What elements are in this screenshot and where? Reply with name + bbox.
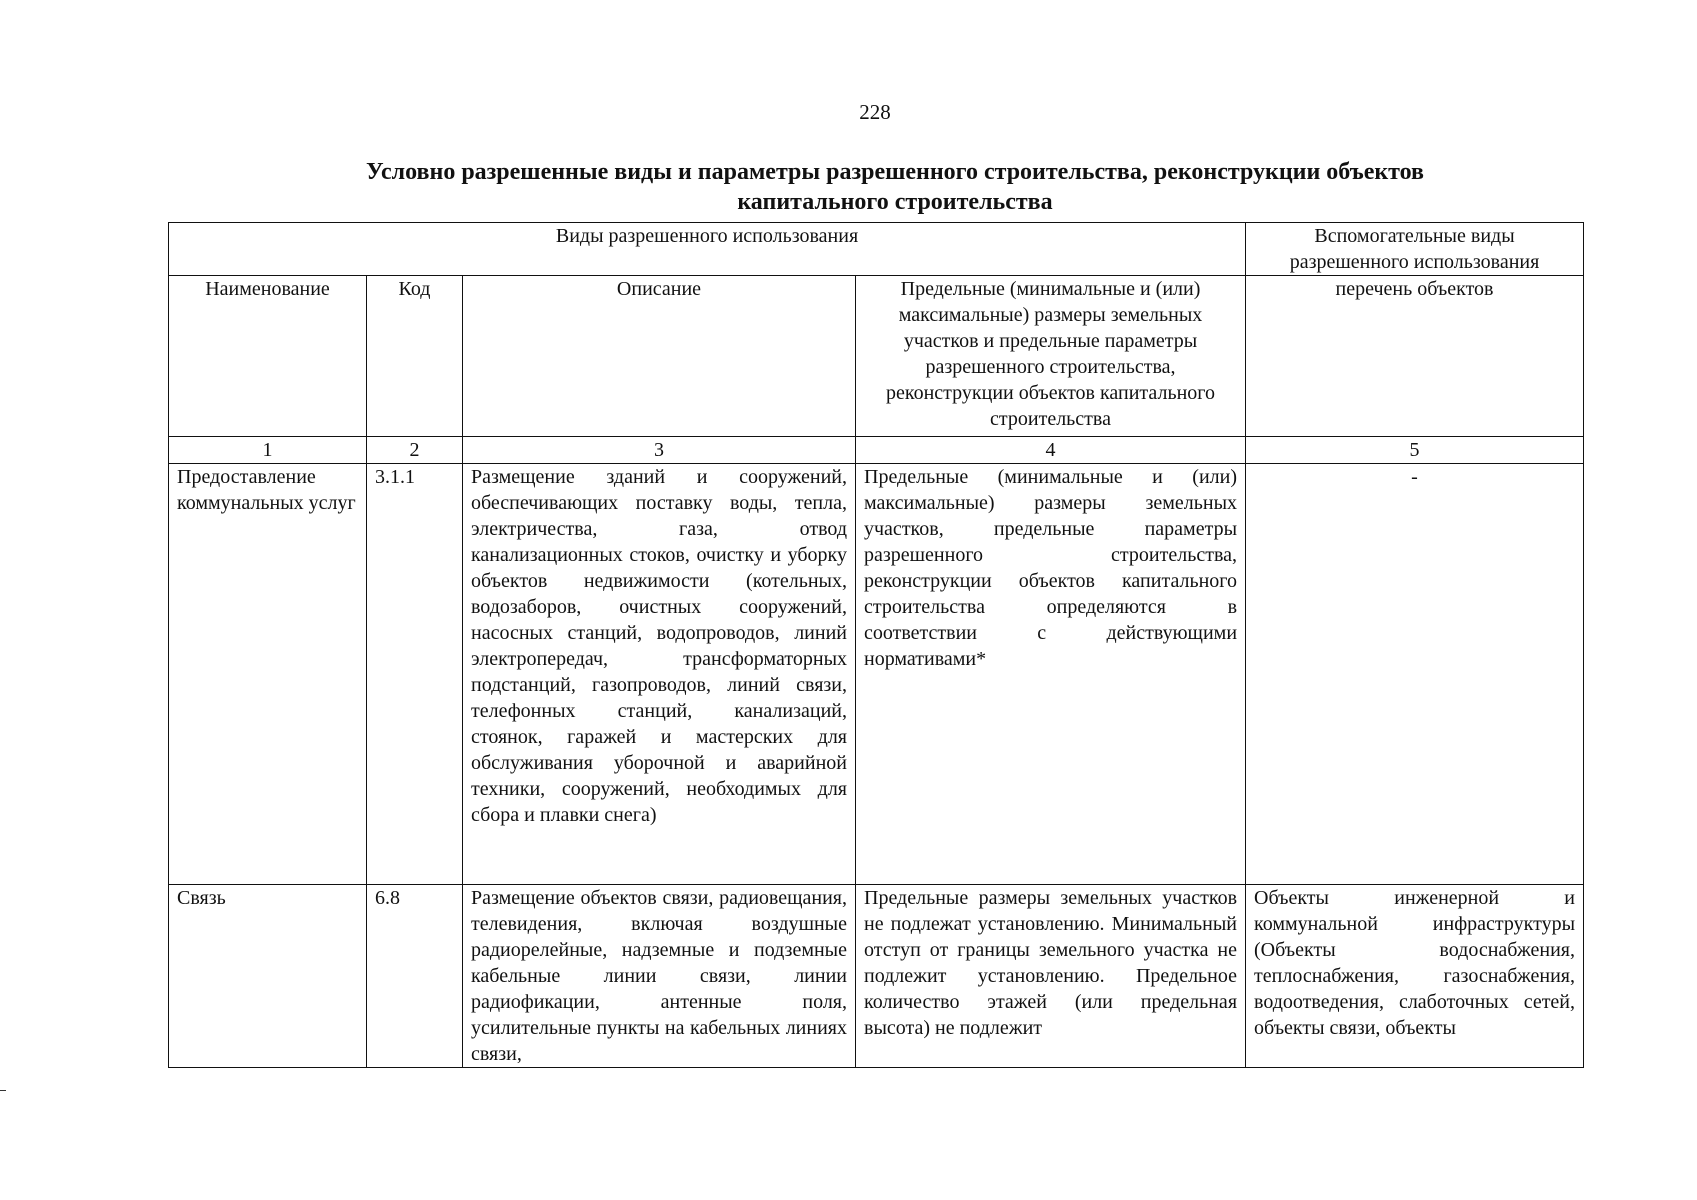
header-auxiliary-uses: Вспомогательные виды разрешенного использования [1246,223,1584,276]
margin-mark [0,1090,6,1091]
title-line-2: капитального строительства [737,189,1053,215]
page-number: 228 [859,100,891,124]
table-row [169,885,1584,1068]
column-number: 3 [463,437,856,464]
cell-name: Связь [169,885,367,1068]
header-limits: Предельные (минимальные и (или) максимальные) размеры земельных участков и предельные параметры разрешенного строительства, реконструкции объектов капитального строительства [856,276,1246,437]
header-code: Код [367,276,463,437]
column-number: 2 [367,437,463,464]
title-line-1: Условно разрешенные виды и параметры разрешенного строительства, реконструкции объектов [365,159,1425,185]
cell-code: 3.1.1 [367,464,463,885]
cell-code: 6.8 [367,885,463,1068]
cell-name: Предоставление коммунальных услуг [169,464,367,885]
permitted-use-table [168,222,1584,1068]
table-header-row [169,276,1584,437]
column-number: 4 [856,437,1246,464]
header-name: Наименование [169,276,367,437]
header-description: Описание [463,276,856,437]
cell-limits: Предельные (минимальные и (или) максимальные) размеры земельных участков, предельные параметры разрешенного строительства, реконструкции объектов капитального строительства определяются в соответствии с действующими нормативами* [856,464,1246,885]
table-row [169,464,1584,885]
cell-description: Размещение объектов связи, радиовещания, телевидения, включая воздушные радиорелейные, надземные и подземные кабельные линии связи, линии радиофикации, антенные поля, усилительные пункты на кабельных линиях связи, [463,885,856,1068]
column-number: 5 [1246,437,1584,464]
column-number-row [169,437,1584,464]
document-title [170,157,1620,217]
cell-description: Размещение зданий и сооружений, обеспечивающих поставку воды, тепла, электричества, газа, отвод канализационных стоков, очистку и уборку объектов недвижимости (котельных, водозаборов, очистных сооружений, насосных станций, водопроводов, линий электропередач, трансформаторных подстанций, газопроводов, линий связи, телефонных станций, канализаций, стоянок, гаражей и мастерских для обслуживания уборочной и аварийной техники, сооружений, необходимых для сбора и плавки снега) [463,464,856,885]
column-number: 1 [169,437,367,464]
header-permitted-uses: Виды разрешенного использования [169,223,1246,276]
cell-objects: Объекты инженерной и коммунальной инфраструктуры (Объекты водоснабжения, теплоснабжения, газоснабжения, водоотведения, слаботочных сетей, объекты связи, объекты [1246,885,1584,1068]
cell-limits: Предельные размеры земельных участков не подлежат установлению. Минимальный отступ от границы земельного участка не подлежит установлению. Предельное количество этажей (или предельная высота) не подлежит [856,885,1246,1068]
header-objects-list: перечень объектов [1246,276,1584,437]
cell-objects: - [1246,464,1584,885]
table-header-group-row [169,223,1584,276]
